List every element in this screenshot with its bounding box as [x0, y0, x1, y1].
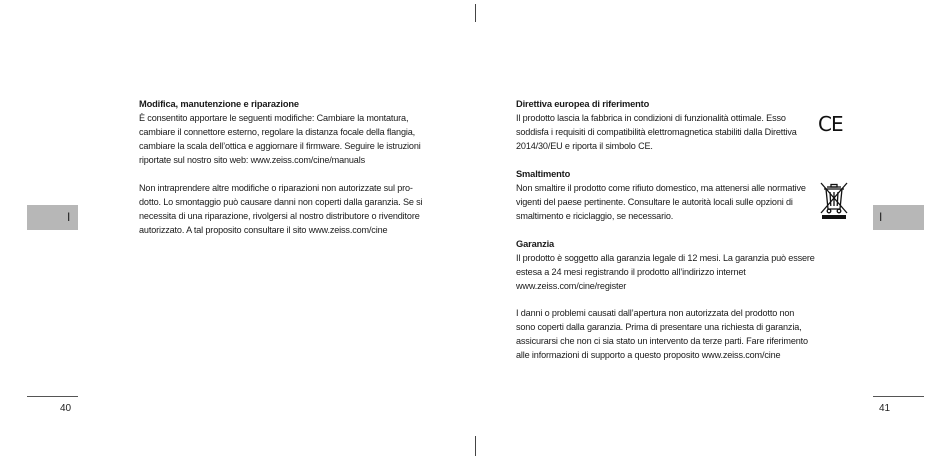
text-line: riportate sul nostro sito web: www.zeiss.com/cine/manuals	[139, 155, 365, 165]
section-heading: Modifica, manutenzione e riparazione	[139, 99, 299, 109]
text-line: Non intraprendere altre modifiche o riparazioni non autorizzate sul pro-	[139, 183, 413, 193]
page-number-right: 41	[879, 403, 891, 414]
section-warranty	[516, 237, 815, 293]
text-line: estesa a 24 mesi registrando il prodotto all’indirizzo internet	[516, 267, 746, 277]
language-tab-right: I	[873, 205, 924, 230]
text-line: alle informazioni di supporto a questo proposito www.zeiss.com/cine	[516, 350, 781, 360]
text-line: smaltimento e riciclaggio, se necessario.	[516, 211, 674, 221]
section-heading: Smaltimento	[516, 169, 571, 179]
text-line: autorizzato. A tal proposito consultare il sito www.zeiss.com/cine	[139, 225, 388, 235]
text-line: sono coperti dalla garanzia. Prima di presentare una richiesta di garanzia,	[516, 322, 802, 332]
text-line: necessita di una riparazione, rivolgersi al nostro distributore o rivenditore	[139, 211, 420, 221]
text-line: 2014/30/EU e riporta il simbolo CE.	[516, 141, 653, 151]
section-directive	[516, 97, 797, 153]
text-line: dotto. Lo smontaggio può causare danni non coperti dalla garanzia. Se si	[139, 197, 423, 207]
text-line: cambiare la scala dell’ottica e aggiornare il firmware. Seguire le istruzioni	[139, 141, 421, 151]
page-number-left: 40	[60, 403, 72, 414]
section-disposal	[516, 167, 806, 223]
section-warranty-exclusions	[516, 306, 808, 362]
fold-mark-top	[475, 4, 476, 22]
section-maintenance	[139, 97, 421, 167]
text-line: I danni o problemi causati dall’apertura non autorizzata del prodotto non	[516, 308, 795, 318]
crossed-bin-icon	[818, 180, 850, 220]
footer-rule-right	[873, 396, 924, 397]
text-line: soddisfa i requisiti di compatibilità elettromagnetica stabiliti dalla Direttiva	[516, 127, 797, 137]
text-line: È consentito apportare le seguenti modifiche: Cambiare la montatura,	[139, 113, 409, 123]
text-line: cambiare il connettore esterno, regolare la distanza focale della flangia,	[139, 127, 416, 137]
fold-mark-bottom	[475, 436, 476, 456]
section-heading: Garanzia	[516, 239, 555, 249]
text-line: Il prodotto è soggetto alla garanzia legale di 12 mesi. La garanzia può essere	[516, 253, 815, 263]
section-repairs	[139, 181, 422, 237]
text-line: assicurarsi che non ci sia stato un intervento da terze parti. Fare riferimento	[516, 336, 808, 346]
section-heading: Direttiva europea di riferimento	[516, 99, 650, 109]
text-line: Il prodotto lascia la fabbrica in condizioni di funzionalità ottimale. Esso	[516, 113, 786, 123]
ce-mark-icon: CE	[818, 112, 843, 136]
text-line: vigenti del paese pertinente. Consultare le autorità locali sulle opzioni di	[516, 197, 793, 207]
text-line: Non smaltire il prodotto come rifiuto domestico, ma attenersi alle normative	[516, 183, 806, 193]
language-tab-left: I	[27, 205, 78, 230]
footer-rule-left	[27, 396, 78, 397]
text-line: www.zeiss.com/cine/register	[516, 281, 627, 291]
